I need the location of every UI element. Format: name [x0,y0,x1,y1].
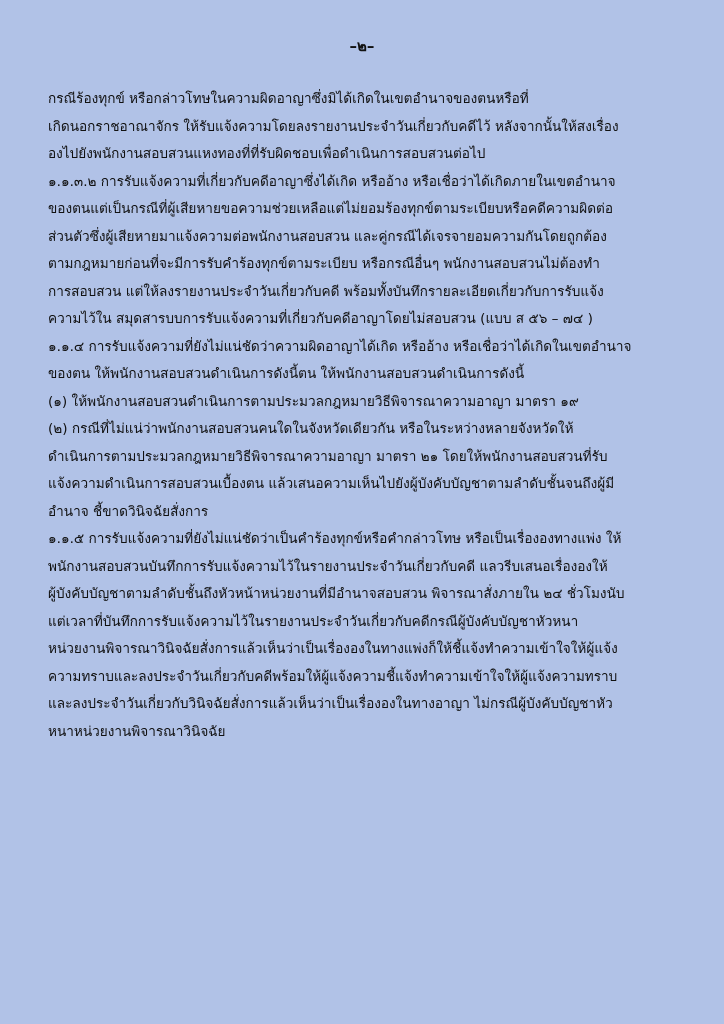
text-line: ผู้บังคับบัญชาตามลำดับชั้นถึงหัวหน้าหน่วยงานที่มีอำนาจสอบสวน พิจารณาสั่งภายใน ๒๔ ชั่วโมงนับ [48,586,625,602]
text-line: ดำเนินการตามประมวลกฎหมายวิธีพิจารณาความอาญา มาตรา ๒๑ โดยให้พนักงานสอบสวนที่รับ [48,448,608,465]
text-line: ความทราบและลงประจำวันเกี่ยวกับคดีพร้อมให้ผู้แจ้งความชี้แจ้งทำความเข้าใจให้ผู้แจ้งความทราบ [48,668,618,685]
text-line: ของตนแต่เป็นกรณีที่ผู้เสียหายขอความช่วยเหลือแต่ไม่ยอมร้องทุกข์ตามระเบียบหรือคดีความผิดต่อ [48,201,614,217]
page-number: –๒– [349,37,375,55]
text-line: ความไว้ใน สมุดสารบบการรับแจ้งความที่เกี่ยวกับคดีอาญาโดยไม่สอบสวน (แบบ ส ๕๖ – ๗๔ ) [48,311,593,327]
text-line: ๑.๑.๕ การรับแจ้งความที่ยังไม่แน่ชัดว่าเป็นคำร้องทุกข์หรือคำกล่าวโทษ หรือเป็นเรื่ององทางแพ่ง ให้ [48,531,622,547]
text-line: หน่วยงานพิจารณาวินิจฉัยสั่งการแล้วเห็นว่าเป็นเรื่ององในทางแพ่งก็ให้ชี้แจ้งทำความเข้าใจให้ผู้แจ้ง [48,641,618,657]
text-line: อำนาจ ชี้ขาดวินิจฉัยสั่งการ [48,503,209,520]
text-line: กรณีร้องทุกข์ หรือกล่าวโทษในความผิดอาญาซึ่งมิได้เกิดในเขตอำนาจของตนหรือที่ [48,91,529,107]
text-line: ตามกฎหมายก่อนที่จะมีการรับคำร้องทุกข์ตามระเบียบ หรือกรณีอื่นๆ พนักงานสอบสวนไม่ต้องทำ [48,256,600,272]
text-line: การสอบสวน แต่ให้ลงรายงานประจำวันเกี่ยวกับคดี พร้อมทั้งบันทึกรายละเอียดเกี่ยวกับการรับแจ้ง [48,283,604,300]
text-line: ของตน ให้พนักงานสอบสวนดำเนินการดังนี้ตน ให้พนักงานสอบสวนดำเนินการดังนี้ [48,366,525,382]
text-line: องไปยังพนักงานสอบสวนแหงทองที่ที่รับผิดชอบเพื่อดำเนินการสอบสวนต่อไป [48,146,486,162]
text-line: แต่เวลาที่บันทึกการรับแจ้งความไว้ในรายงานประจำวันเกี่ยวกับคดีกรณีผู้บังคับบัญชาหัวหนา [48,613,579,630]
text-line: (๑) ให้พนักงานสอบสวนดำเนินการตามประมวลกฎหมายวิธีพิจารณาความอาญา มาตรา ๑๙ [48,393,579,410]
document-body [48,86,680,746]
text-line: (๒) กรณีที่ไม่แน่ว่าพนักงานสอบสวนคนใดในจังหวัดเดียวกัน หรือในระหว่างหลายจังหวัดให้ [48,421,574,437]
text-line: หนาหน่วยงานพิจารณาวินิจฉัย [48,723,226,740]
text-line: ส่วนตัวซึ่งผู้เสียหายมาแจ้งความต่อพนักงานสอบสวน และคู่กรณีได้เจรจายอมความกันโดยถูกต้อง [48,228,607,245]
text-line: ๑.๑.๓.๒ การรับแจ้งความที่เกี่ยวกับคดีอาญาซึ่งได้เกิด หรืออ้าง หรือเชื่อว่าได้เกิดภายในเขตอำนาจ [48,173,616,190]
text-line: พนักงานสอบสวนบันทึกการรับแจ้งความไว้ในรายงานประจำวันเกี่ยวกับคดี แลวรีบเสนอเรื่ององให้ [48,558,608,575]
text-line: แจ้งความดำเนินการสอบสวนเบื้องตน แล้วเสนอความเห็นไปยังผู้บังคับบัญชาตามลำดับชั้นจนถึงผู้มี [48,476,615,492]
text-line: และลงประจำวันเกี่ยวกับวินิจฉัยสั่งการแล้วเห็นว่าเป็นเรื่ององในทางอาญา ไม่กรณีผู้บังคับบัญชาหัว [48,696,613,712]
text-line: ๑.๑.๔ การรับแจ้งความที่ยังไม่แน่ชัดว่าความผิดอาญาได้เกิด หรืออ้าง หรือเชื่อว่าได้เกิดในเขตอำนาจ [48,338,632,355]
text-line: เกิดนอกราชอาณาจักร ให้รับแจ้งความโดยลงรายงานประจำวันเกี่ยวกับคดีไว้ หลังจากนั้นให้สงเรื่อง [48,118,619,135]
